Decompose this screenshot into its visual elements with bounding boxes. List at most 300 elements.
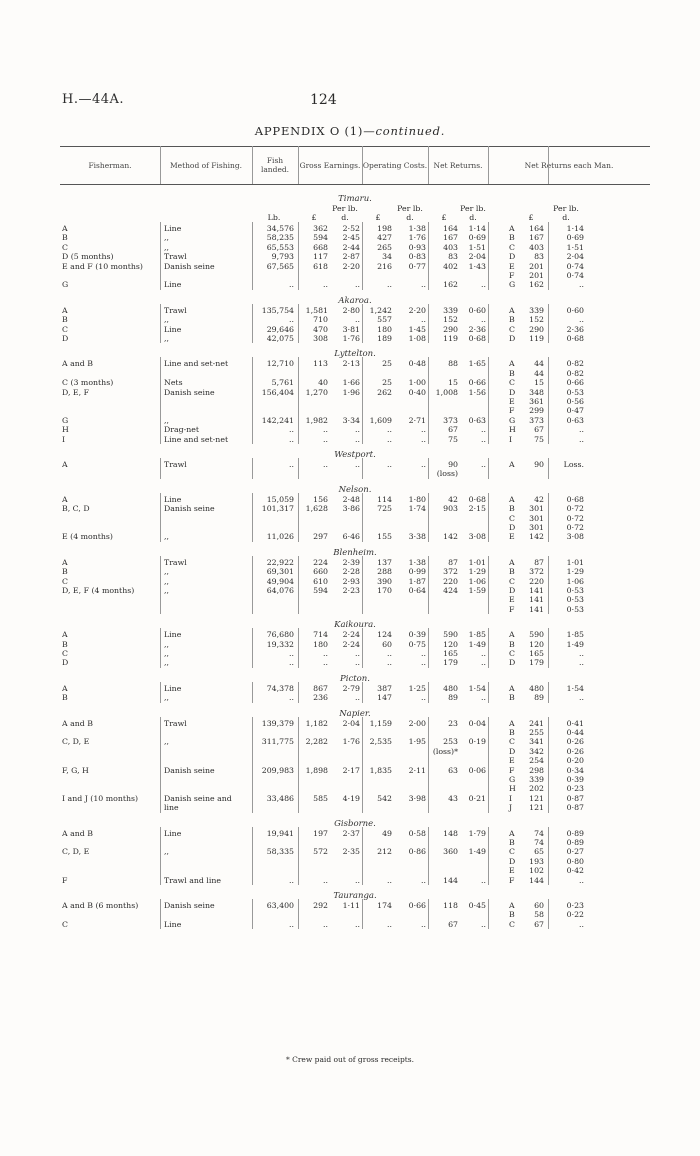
- cell-mp: 0·26: [566, 746, 584, 756]
- cell-ml: B: [509, 838, 515, 847]
- cell-gp: 2·93: [342, 576, 360, 586]
- cell-fish: 69,301: [266, 567, 294, 577]
- cell-g: 40: [318, 378, 328, 388]
- cell-np: 0·60: [468, 305, 486, 315]
- section-heading-gisborne: Gisborne.: [334, 818, 376, 829]
- column-header: Operating Costs.: [362, 160, 428, 170]
- cell-m: ,,: [164, 315, 169, 325]
- column-divider: [362, 717, 363, 813]
- cell-op: 0·48: [408, 359, 426, 369]
- cell-n: 339: [443, 305, 458, 315]
- cell-g: ..: [323, 649, 328, 658]
- cell-o: 174: [377, 901, 392, 910]
- cell-mp: 0·63: [566, 415, 584, 425]
- cell-n: 402: [443, 261, 458, 271]
- cell-f: B: [62, 233, 68, 243]
- cell-g: 362: [313, 224, 328, 233]
- cell-m: ,,: [164, 532, 169, 542]
- column-divider: [488, 628, 489, 668]
- column-divider: [428, 717, 429, 813]
- cell-mn: 87: [534, 557, 544, 567]
- cell-ml: C: [509, 847, 515, 857]
- cell-mn: 167: [529, 233, 544, 243]
- cell-gp: 1·66: [342, 378, 360, 388]
- cell-ml: A: [509, 901, 515, 910]
- cell-gp: 2·48: [342, 494, 360, 504]
- cell-o: 212: [377, 847, 392, 857]
- cell-mp: 0·74: [566, 271, 584, 280]
- cell-ml: F: [509, 765, 515, 775]
- cell-fish: ..: [289, 919, 294, 929]
- cell-g: 113: [313, 359, 328, 369]
- table-row: [0, 920, 700, 930]
- cell-np: 2·04: [468, 252, 486, 262]
- cell-ml: A: [509, 494, 515, 504]
- column-header: Fisherman.: [88, 160, 132, 170]
- cell-mn: 162: [529, 280, 544, 290]
- cell-m: Trawl: [164, 252, 187, 262]
- cell-op: ..: [421, 693, 426, 703]
- column-divider: [362, 357, 363, 444]
- cell-mp: 0·89: [566, 838, 584, 847]
- cell-mn: 201: [529, 261, 544, 271]
- cell-g: ..: [323, 658, 328, 668]
- column-divider: [160, 493, 161, 542]
- section-heading-kaikoura: Kaikoura.: [334, 620, 376, 631]
- cell-g: ..: [323, 425, 328, 435]
- cell-mp: ..: [579, 649, 584, 658]
- cell-op: 1·74: [408, 504, 426, 514]
- cell-mp: 1·01: [566, 557, 584, 567]
- cell-mp: ..: [579, 434, 584, 444]
- cell-o: ..: [387, 658, 392, 668]
- cell-gp: 2·45: [342, 233, 360, 243]
- cell-f: C: [62, 649, 68, 658]
- cell-f: C (3 months): [62, 378, 114, 388]
- table-row: [0, 803, 700, 813]
- cell-ml: D: [509, 586, 516, 595]
- cell-g: 594: [313, 586, 328, 595]
- cell-f: F, G, H: [62, 765, 89, 775]
- cell-m: ,,: [164, 639, 169, 649]
- cell-ml: I: [509, 434, 513, 444]
- cell-o: ..: [387, 460, 392, 469]
- cell-mp: ..: [579, 658, 584, 668]
- cell-n: 480: [443, 683, 458, 693]
- column-header: Fish landed.: [260, 156, 290, 174]
- column-divider: [362, 304, 363, 344]
- cell-ml: E: [509, 532, 515, 542]
- cell-fish: 42,075: [266, 334, 294, 343]
- cell-mn: 144: [529, 875, 544, 885]
- table-row: [0, 876, 700, 886]
- cell-mp: 0·27: [566, 847, 584, 857]
- column-divider: [548, 146, 549, 184]
- cell-mp: Loss.: [563, 460, 584, 469]
- cell-np: 0·06: [468, 765, 486, 775]
- cell-ml: C: [509, 324, 515, 334]
- cell-n: 590: [443, 630, 458, 640]
- cell-ml: F: [509, 604, 515, 614]
- cell-mp: 0·87: [566, 803, 584, 813]
- cell-op: 0·66: [408, 901, 426, 910]
- cell-mn: 15: [534, 378, 544, 388]
- column-divider: [252, 304, 253, 344]
- cell-g: 1,982: [305, 415, 328, 425]
- cell-g: 1,898: [305, 765, 328, 775]
- cell-mp: ..: [579, 875, 584, 885]
- column-header: Gross Earnings.: [299, 160, 361, 170]
- cell-op: 2·00: [408, 718, 426, 728]
- cell-mp: ..: [579, 280, 584, 290]
- cell-n: 15: [448, 378, 458, 388]
- column-divider: [428, 222, 429, 290]
- column-divider: [252, 146, 253, 184]
- cell-g: 660: [313, 567, 328, 577]
- cell-n: 144: [443, 875, 458, 885]
- cell-m: ,,: [164, 415, 169, 425]
- cell-mn: 90: [534, 460, 544, 469]
- cell-mp: ..: [579, 919, 584, 929]
- cell-mn: 42: [534, 494, 544, 504]
- cell-ml: A: [509, 828, 515, 838]
- cell-np: 0·68: [468, 494, 486, 504]
- cell-np: ..: [481, 315, 486, 325]
- cell-m: Line: [164, 919, 182, 929]
- cell-m: Trawl: [164, 460, 187, 469]
- cell-np: 1·51: [468, 242, 486, 252]
- cell-n: 90: [448, 460, 458, 469]
- cell-ml: G: [509, 415, 516, 425]
- cell-n: (loss): [436, 469, 458, 479]
- cell-fish: 19,941: [266, 828, 294, 838]
- cell-gp: 2·79: [342, 683, 360, 693]
- cell-mn: 60: [534, 901, 544, 910]
- cell-ml: B: [509, 910, 515, 920]
- cell-op: ..: [421, 315, 426, 325]
- cell-f: A: [62, 683, 68, 693]
- cell-g: 714: [313, 630, 328, 640]
- cell-g: 224: [313, 557, 328, 567]
- cell-mn: 201: [529, 271, 544, 280]
- cell-mp: 0·87: [566, 793, 584, 803]
- cell-n: 903: [443, 504, 458, 514]
- column-divider: [362, 628, 363, 668]
- cell-n: 372: [443, 567, 458, 577]
- column-divider: [298, 827, 299, 885]
- cell-f: A and B: [62, 828, 93, 838]
- column-divider: [298, 493, 299, 542]
- cell-ml: A: [509, 718, 515, 728]
- column-divider: [428, 304, 429, 344]
- cell-mp: 0·68: [566, 494, 584, 504]
- column-divider: [252, 493, 253, 542]
- cell-m: Danish seine: [164, 901, 215, 910]
- cell-ml: B: [509, 233, 515, 243]
- cell-o: 216: [377, 261, 392, 271]
- cell-m: Line: [164, 828, 182, 838]
- cell-m: Line: [164, 630, 182, 640]
- cell-op: 0·58: [408, 828, 426, 838]
- cell-o: 25: [382, 359, 392, 369]
- cell-op: 1·08: [408, 334, 426, 343]
- cell-gp: 3·86: [342, 504, 360, 514]
- column-divider: [160, 682, 161, 703]
- cell-fish: 58,335: [266, 847, 294, 857]
- cell-fish: 58,235: [266, 233, 294, 243]
- cell-np: 0·66: [468, 378, 486, 388]
- cell-mp: 0·74: [566, 261, 584, 271]
- column-divider: [362, 222, 363, 290]
- cell-gp: 2·17: [342, 765, 360, 775]
- cell-ml: C: [509, 649, 515, 658]
- cell-mp: 0·72: [566, 523, 584, 532]
- cell-mp: 1·51: [566, 242, 584, 252]
- cell-op: 1·95: [408, 737, 426, 747]
- cell-fish: 135,754: [261, 305, 294, 315]
- cell-g: 867: [313, 683, 328, 693]
- cell-f: C: [62, 324, 68, 334]
- cell-op: 3·98: [408, 793, 426, 803]
- cell-mn: 102: [529, 866, 544, 876]
- cell-o: 557: [377, 315, 392, 325]
- cell-o: 49: [382, 828, 392, 838]
- cell-fish: 142,241: [261, 415, 294, 425]
- cell-mn: 241: [529, 718, 544, 728]
- cell-np: 0·45: [468, 901, 486, 910]
- cell-fish: 33,486: [266, 793, 294, 803]
- cell-g: 236: [313, 693, 328, 703]
- cell-n: 1,008: [435, 387, 458, 397]
- cell-n: 148: [443, 828, 458, 838]
- cell-op: 1·25: [408, 683, 426, 693]
- cell-op: 0·64: [408, 586, 426, 595]
- cell-np: 1·59: [468, 586, 486, 595]
- column-divider: [252, 357, 253, 444]
- cell-fish: ..: [289, 693, 294, 703]
- header-rule-bottom: [60, 184, 650, 185]
- cell-ml: E: [509, 595, 515, 605]
- cell-mn: 141: [529, 586, 544, 595]
- cell-np: ..: [481, 649, 486, 658]
- cell-mp: 0·80: [566, 856, 584, 866]
- column-divider: [252, 222, 253, 290]
- unit-label: £: [441, 213, 447, 222]
- cell-np: 1·06: [468, 576, 486, 586]
- cell-f: D: [62, 334, 69, 343]
- cell-n: 220: [443, 576, 458, 586]
- cell-n: 88: [448, 359, 458, 369]
- cell-f: A and B (6 months): [62, 901, 139, 910]
- column-header: Net Returns.: [433, 160, 483, 170]
- cell-mp: 0·22: [566, 910, 584, 920]
- section-heading-lyttelton: Lyttelton.: [334, 349, 376, 360]
- column-divider: [160, 458, 161, 479]
- column-divider: [362, 827, 363, 885]
- cell-f: B, C, D: [62, 504, 90, 514]
- cell-ml: H: [509, 784, 516, 794]
- cell-op: 1·80: [408, 494, 426, 504]
- cell-g: 1,581: [305, 305, 328, 315]
- cell-mn: 403: [529, 242, 544, 252]
- cell-mp: 1·85: [566, 630, 584, 640]
- cell-o: 390: [377, 576, 392, 586]
- cell-n: 63: [448, 765, 458, 775]
- cell-m: Danish seine: [164, 261, 215, 271]
- cell-mp: 1·14: [566, 224, 584, 233]
- cell-ml: A: [509, 460, 515, 469]
- cell-o: 262: [377, 387, 392, 397]
- cell-g: 1,182: [305, 718, 328, 728]
- cell-mp: 1·54: [566, 683, 584, 693]
- cell-mp: 0·47: [566, 406, 584, 416]
- cell-o: 1,242: [369, 305, 392, 315]
- cell-gp: ..: [355, 434, 360, 444]
- cell-mn: 290: [529, 324, 544, 334]
- cell-n: 75: [448, 434, 458, 444]
- cell-op: 2·20: [408, 305, 426, 315]
- cell-mp: 0·53: [566, 595, 584, 605]
- cell-op: ..: [421, 280, 426, 290]
- column-divider: [428, 146, 429, 184]
- cell-mn: 255: [529, 728, 544, 737]
- column-divider: [362, 458, 363, 479]
- cell-op: 0·86: [408, 847, 426, 857]
- table-row: [0, 435, 700, 445]
- cell-gp: 6·46: [342, 532, 360, 542]
- cell-o: ..: [387, 919, 392, 929]
- column-divider: [362, 682, 363, 703]
- cell-ml: B: [509, 693, 515, 703]
- cell-ml: B: [509, 639, 515, 649]
- cell-fish: 49,904: [266, 576, 294, 586]
- column-divider: [252, 458, 253, 479]
- cell-fish: ..: [289, 280, 294, 290]
- cell-mn: 67: [534, 919, 544, 929]
- cell-ml: C: [509, 378, 515, 388]
- cell-g: ..: [323, 460, 328, 469]
- cell-g: 2,282: [305, 737, 328, 747]
- cell-o: 137: [377, 557, 392, 567]
- column-divider: [548, 628, 549, 668]
- cell-m: Trawl: [164, 557, 187, 567]
- cell-f: F: [62, 875, 68, 885]
- document-code: H.—44A.: [62, 92, 125, 107]
- column-divider: [548, 222, 549, 290]
- cell-np: 1·29: [468, 567, 486, 577]
- cell-np: 0·04: [468, 718, 486, 728]
- cell-fish: 74,378: [266, 683, 294, 693]
- cell-op: ..: [421, 649, 426, 658]
- unit-label: £: [528, 213, 534, 222]
- cell-mn: 83: [534, 252, 544, 262]
- cell-n: 119: [443, 334, 458, 343]
- column-divider: [428, 458, 429, 479]
- cell-f: B: [62, 315, 68, 325]
- cell-f: B: [62, 639, 68, 649]
- cell-np: 1·85: [468, 630, 486, 640]
- cell-f: C: [62, 576, 68, 586]
- cell-fish: ..: [289, 875, 294, 885]
- cell-fish: 19,332: [266, 639, 294, 649]
- cell-mp: 1·49: [566, 639, 584, 649]
- cell-mn: 301: [529, 504, 544, 514]
- cell-gp: 2·04: [342, 718, 360, 728]
- cell-o: 155: [377, 532, 392, 542]
- cell-gp: 2·44: [342, 242, 360, 252]
- cell-mn: 44: [534, 359, 544, 369]
- cell-np: ..: [481, 425, 486, 435]
- cell-ml: B: [509, 315, 515, 325]
- cell-mp: ..: [579, 425, 584, 435]
- column-divider: [298, 717, 299, 813]
- cell-mn: 58: [534, 910, 544, 920]
- cell-mn: 65: [534, 847, 544, 857]
- cell-mn: 342: [529, 746, 544, 756]
- cell-n: 118: [443, 901, 458, 910]
- cell-n: 373: [443, 415, 458, 425]
- column-divider: [548, 717, 549, 813]
- cell-op: ..: [421, 434, 426, 444]
- cell-f: B: [62, 693, 68, 703]
- cell-f: D, E, F (4 months): [62, 586, 135, 595]
- cell-mp: 0·26: [566, 737, 584, 747]
- cell-mn: 74: [534, 838, 544, 847]
- cell-mp: 0·68: [566, 334, 584, 343]
- cell-o: 34: [382, 252, 392, 262]
- cell-gp: ..: [355, 693, 360, 703]
- cell-n: 23: [448, 718, 458, 728]
- column-divider: [488, 222, 489, 290]
- cell-gp: ..: [355, 649, 360, 658]
- cell-mn: 298: [529, 765, 544, 775]
- cell-n: 162: [443, 280, 458, 290]
- cell-gp: 3·81: [342, 324, 360, 334]
- cell-g: 1,628: [305, 504, 328, 514]
- cell-mn: 372: [529, 567, 544, 577]
- cell-fish: ..: [289, 649, 294, 658]
- column-divider: [298, 458, 299, 479]
- cell-gp: 2·13: [342, 359, 360, 369]
- cell-fish: 12,710: [266, 359, 294, 369]
- cell-o: 1,835: [369, 765, 392, 775]
- cell-o: ..: [387, 875, 392, 885]
- cell-mn: 301: [529, 523, 544, 532]
- column-divider: [428, 628, 429, 668]
- cell-f: I: [62, 434, 66, 444]
- cell-g: 1,270: [305, 387, 328, 397]
- section-heading-napier: Napier.: [339, 708, 371, 719]
- cell-f: A: [62, 224, 68, 233]
- cell-np: ..: [481, 434, 486, 444]
- cell-fish: 5,761: [271, 378, 294, 388]
- table-row: [0, 658, 700, 668]
- cell-mp: 0·23: [566, 784, 584, 794]
- cell-n: 83: [448, 252, 458, 262]
- column-divider: [160, 556, 161, 614]
- cell-n: (loss)*: [432, 746, 458, 756]
- cell-m: ,,: [164, 334, 169, 343]
- cell-ml: J: [509, 803, 513, 813]
- cell-ml: D: [509, 523, 516, 532]
- cell-ml: C: [509, 513, 515, 523]
- cell-mn: 67: [534, 425, 544, 435]
- column-divider: [428, 827, 429, 885]
- column-divider: [298, 628, 299, 668]
- cell-ml: D: [509, 856, 516, 866]
- cell-n: 67: [448, 919, 458, 929]
- cell-np: ..: [481, 693, 486, 703]
